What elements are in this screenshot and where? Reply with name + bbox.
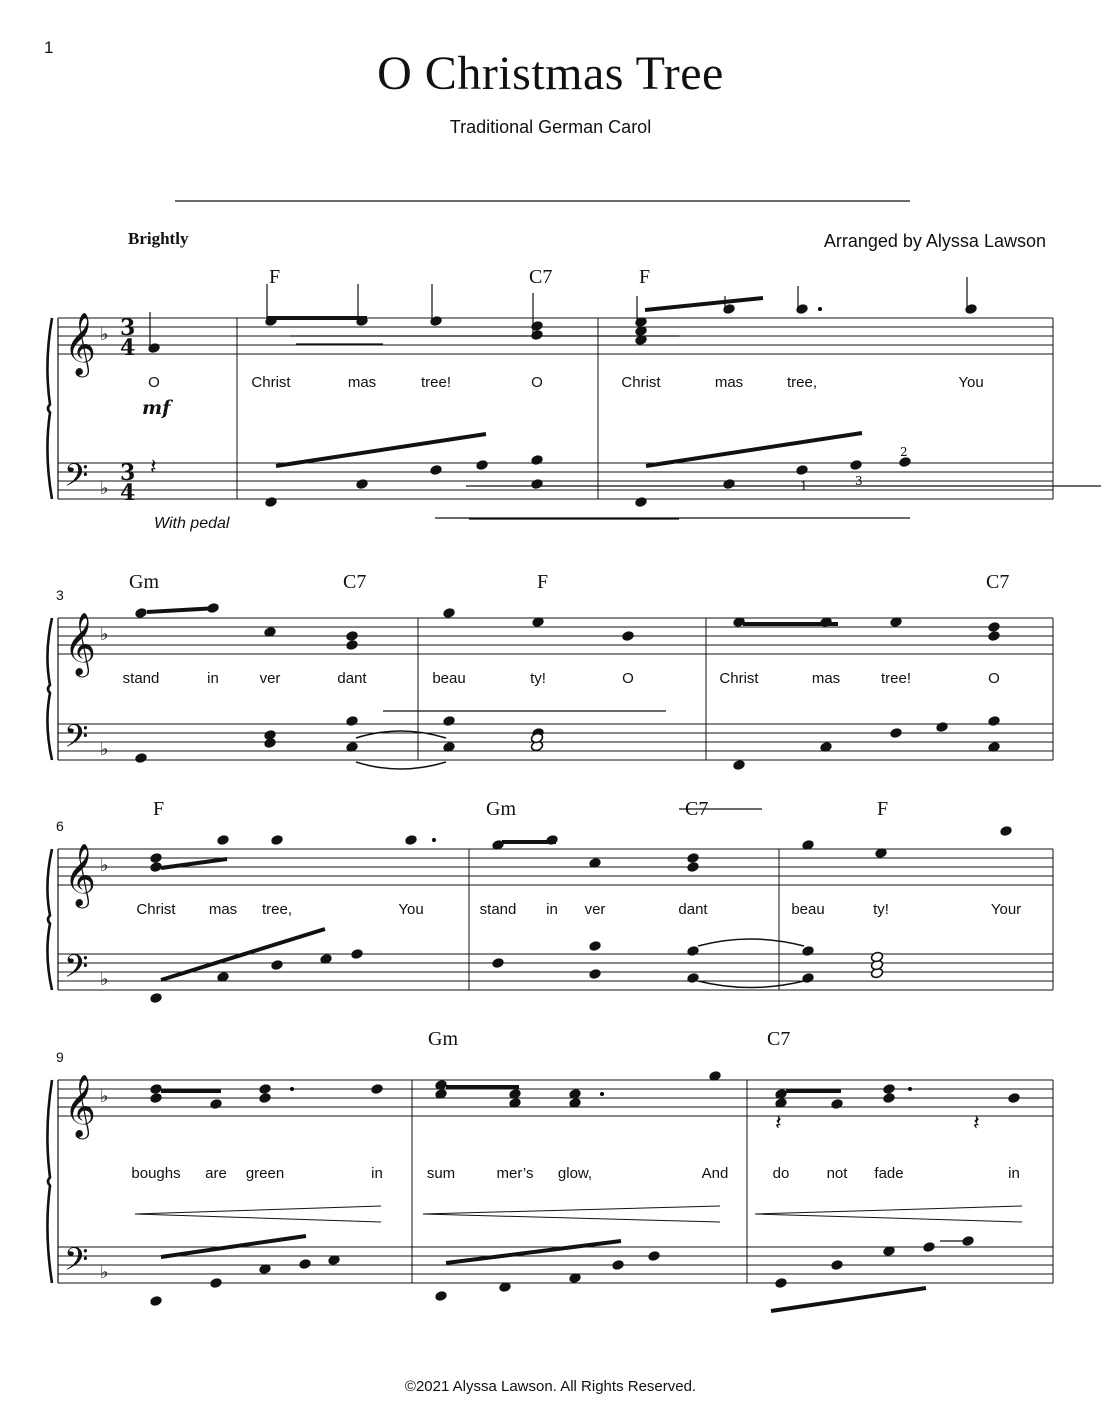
notehead [370, 1083, 383, 1095]
notehead [355, 478, 368, 490]
tie [356, 731, 446, 738]
measure-number: 6 [56, 818, 64, 834]
tie [698, 981, 804, 988]
beam [771, 1288, 926, 1311]
notehead [345, 630, 358, 642]
chord-symbol: C7 [767, 1028, 791, 1050]
lyric-syllable: glow, [557, 1165, 593, 1182]
lyric-syllable: beau [791, 901, 825, 918]
fingering: 1 [800, 479, 808, 493]
lyric-syllable: not [826, 1165, 848, 1182]
tie [356, 762, 446, 769]
notehead [987, 715, 1000, 727]
chord-symbol: Gm [129, 571, 159, 593]
beam [276, 434, 486, 466]
notehead [647, 1250, 660, 1262]
chord-symbol: F [153, 798, 165, 820]
arranger-credit: Arranged by Alyssa Lawson [823, 231, 1046, 251]
lyric-syllable: in [371, 1165, 383, 1182]
notehead [830, 1259, 843, 1271]
chord-symbol: C7 [529, 266, 553, 288]
chord-symbol: F [639, 266, 651, 288]
lyric-syllable: stand [479, 901, 517, 918]
notehead [964, 303, 977, 315]
notehead [149, 1092, 162, 1104]
lyric-syllable: do [772, 1165, 790, 1182]
brace [47, 618, 52, 760]
notehead [442, 715, 455, 727]
notehead [935, 721, 948, 733]
notehead [530, 454, 543, 466]
notehead [889, 727, 902, 739]
beam [446, 1241, 621, 1263]
notehead [774, 1277, 787, 1289]
lyric-syllable: boughs [131, 1165, 181, 1182]
quarter-rest: 𝄽 [973, 1111, 980, 1136]
notehead [987, 621, 1000, 633]
copyright-notice: ©2021 Alyssa Lawson. All Rights Reserved. [404, 1378, 697, 1395]
notehead [429, 464, 442, 476]
brace [47, 849, 52, 990]
bass-clef: 𝄢 [64, 1241, 89, 1285]
lyric-syllable: tree! [420, 374, 452, 391]
lyric-syllable: Christ [251, 374, 291, 391]
lyric-syllable: Christ [136, 901, 176, 918]
notehead [209, 1277, 222, 1289]
lyric-syllable: You [958, 374, 984, 391]
hairpin [755, 1206, 1022, 1222]
bass-clef: 𝄢 [64, 457, 89, 501]
quarter-rest: 𝄽 [150, 455, 157, 480]
notehead [830, 1098, 843, 1110]
flat-sign: ♭ [100, 1262, 109, 1283]
notehead [882, 1092, 895, 1104]
notehead [298, 1258, 311, 1270]
tie [698, 939, 804, 946]
chord-symbol: F [877, 798, 889, 820]
notehead [801, 945, 814, 957]
lyric-syllable: O [622, 670, 634, 687]
treble-clef: 𝄞 [64, 1074, 96, 1137]
notehead [795, 464, 808, 476]
lyric-syllable: green [245, 1165, 285, 1182]
lyric-syllable: sum [426, 1165, 456, 1182]
notehead [149, 992, 162, 1004]
notehead [686, 945, 699, 957]
notehead [270, 834, 283, 846]
lyric-syllable: ty! [873, 901, 889, 918]
bass-clef: 𝄢 [64, 718, 89, 762]
notehead [149, 852, 162, 864]
notehead [475, 459, 488, 471]
lyric-syllable: Your [990, 901, 1022, 918]
augmentation-dot [290, 1087, 294, 1091]
beam [646, 433, 862, 466]
notehead [882, 1083, 895, 1095]
lyric-syllable: You [398, 901, 424, 918]
song-title: O Christmas Tree [377, 47, 724, 100]
notehead [149, 1083, 162, 1095]
lyric-syllable: in [1008, 1165, 1020, 1182]
lyric-syllable: mas [811, 670, 841, 687]
treble-clef: 𝄞 [64, 612, 96, 675]
notehead [263, 729, 276, 741]
lyric-syllable: mas [347, 374, 377, 391]
notehead [134, 607, 147, 619]
fingering: 3 [855, 474, 863, 488]
notehead [350, 948, 363, 960]
lyric-syllable: tree! [880, 670, 912, 687]
augmentation-dot [432, 838, 436, 842]
lyric-syllable: Christ [621, 374, 661, 391]
time-signature-bottom: 4 [120, 480, 136, 506]
flat-sign: ♭ [100, 478, 109, 499]
notehead [588, 940, 601, 952]
lyric-syllable: are [205, 1165, 227, 1182]
notehead [530, 329, 543, 341]
lyric-syllable: ver [259, 670, 281, 687]
chord-symbol: C7 [685, 798, 709, 820]
flat-sign: ♭ [100, 324, 109, 345]
notehead [922, 1241, 935, 1253]
notehead [722, 478, 735, 490]
notehead [258, 1083, 271, 1095]
lyric-syllable: in [207, 670, 219, 687]
notehead [216, 834, 229, 846]
measure-number: 9 [56, 1049, 64, 1065]
notehead [147, 342, 160, 354]
beam [147, 608, 218, 612]
augmentation-dot [600, 1092, 604, 1096]
chord-symbol: F [537, 571, 549, 593]
pedal-marking: With pedal [154, 515, 230, 532]
flat-sign: ♭ [100, 969, 109, 990]
lyric-syllable: tree, [261, 901, 293, 918]
bass-clef: 𝄢 [64, 948, 89, 992]
notehead [434, 1290, 447, 1302]
notehead [442, 607, 455, 619]
page-number: 1 [44, 38, 54, 57]
lyric-syllable: dant [337, 670, 367, 687]
quarter-rest: 𝄽 [775, 1111, 782, 1136]
notehead [987, 630, 1000, 642]
chord-symbol: Gm [486, 798, 516, 820]
lyric-syllable: mas [208, 901, 238, 918]
augmentation-dot [818, 307, 822, 311]
notehead [686, 861, 699, 873]
beam [645, 298, 763, 310]
augmentation-dot [908, 1087, 912, 1091]
notehead [530, 320, 543, 332]
notehead [588, 968, 601, 980]
hairpin [135, 1206, 381, 1222]
notehead [149, 1295, 162, 1307]
treble-clef: 𝄞 [64, 312, 96, 375]
lyric-syllable: fade [874, 1165, 904, 1182]
notehead [611, 1259, 624, 1271]
notehead [345, 639, 358, 651]
notehead [149, 861, 162, 873]
notehead [530, 478, 543, 490]
lyric-syllable: O [148, 374, 160, 391]
chord-symbol: Gm [428, 1028, 458, 1050]
notehead [686, 972, 699, 984]
notehead [999, 825, 1012, 837]
lyric-syllable: Christ [719, 670, 759, 687]
dynamic-mf: mf [142, 397, 171, 419]
flat-sign: ♭ [100, 624, 109, 645]
brace [47, 1080, 52, 1283]
notehead [849, 459, 862, 471]
flat-sign: ♭ [100, 1086, 109, 1107]
lyric-syllable: And [701, 1165, 729, 1182]
notehead [634, 496, 647, 508]
flat-sign: ♭ [100, 739, 109, 760]
notehead [686, 852, 699, 864]
lyric-syllable: in [546, 901, 558, 918]
notehead [345, 715, 358, 727]
tempo-marking: Brightly [128, 229, 189, 248]
time-signature-top: 3 [120, 460, 136, 486]
chord-symbol: C7 [986, 571, 1010, 593]
notehead [722, 303, 735, 315]
notehead [134, 752, 147, 764]
lyric-syllable: mas [714, 374, 744, 391]
time-signature-bottom: 4 [120, 335, 136, 361]
lyric-syllable: O [988, 670, 1000, 687]
notehead [621, 630, 634, 642]
lyric-syllable: tree, [786, 374, 818, 391]
lyric-syllable: O [531, 374, 543, 391]
notehead [429, 315, 442, 327]
notehead [801, 972, 814, 984]
notehead [795, 303, 808, 315]
song-subtitle: Traditional German Carol [449, 117, 652, 137]
notehead [732, 759, 745, 771]
flat-sign: ♭ [100, 855, 109, 876]
lyric-syllable: ver [584, 901, 606, 918]
treble-clef: 𝄞 [64, 843, 96, 906]
fingering: 2 [900, 445, 908, 459]
lyric-syllable: beau [432, 670, 466, 687]
chord-symbol: C7 [343, 571, 367, 593]
notehead [264, 496, 277, 508]
notehead [1007, 1092, 1020, 1104]
notehead [209, 1098, 222, 1110]
lyric-syllable: mer’s [496, 1165, 534, 1182]
notehead [270, 959, 283, 971]
lyric-syllable: dant [678, 901, 708, 918]
notehead [404, 834, 417, 846]
brace [47, 318, 52, 499]
chord-symbol: F [269, 266, 281, 288]
lyric-syllable: ty! [530, 670, 546, 687]
measure-number: 3 [56, 587, 64, 603]
notehead [258, 1092, 271, 1104]
hairpin [423, 1206, 720, 1222]
notehead [491, 957, 504, 969]
lyric-syllable: stand [122, 670, 160, 687]
time-signature-top: 3 [120, 315, 136, 341]
